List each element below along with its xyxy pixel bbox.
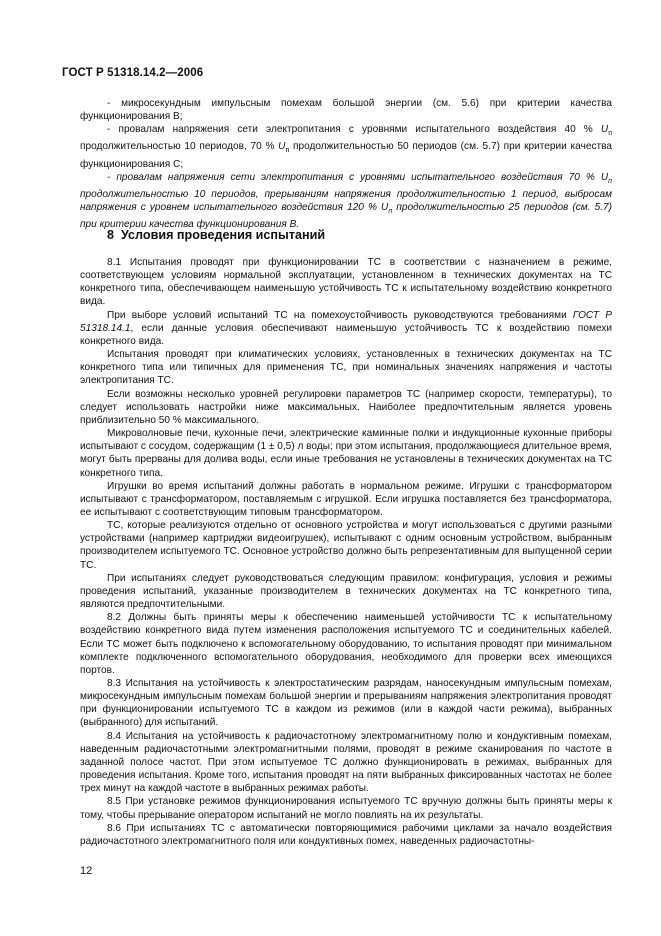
- intro-list: [80, 97, 612, 231]
- paragraph: Если возможны несколько уровней регулировки параметров ТС (например скорости, температуры), то следует использовать настройки ниже максимальных. Наиболее предпочтительным является уровень приблизительно 50 % максимального.: [80, 388, 612, 426]
- paragraph: При выборе условий испытаний ТС на помехоустойчивость руководствуются требованиями ГОСТ Р 51318.14.1, если данные условия обеспечивают наименьшую устойчивость ТС к воздействию помехи конкретного вида.: [80, 309, 612, 347]
- paragraph: 8.5 При установке режимов функционирования испытуемого ТС вручную должны быть приняты меры к тому, чтобы прерывание оператором испытаний не могло повлиять на их результаты.: [80, 796, 612, 821]
- list-item: - провалам напряжения сети электропитания с уровнями испытательного воздействия 40 % $U_п$ продолжительностью 10 периодов, 70 % $U_п$ продолжительностью 50 периодов (см. 5.7) при критерии качества функционирования С;: [80, 124, 612, 170]
- paragraph: Микроволновые печи, кухонные печи, электрические каминные полки и индукционные кухонные приборы испытывают с сосудом, содержащим (1 ± 0,5) л воды; при этом испытания, продолжающиеся длительное время, могут быть прерваны для долива воды, если иные требования не установлены в технических документах на ТС конкретного типа.: [80, 428, 612, 479]
- paragraph: 8.2 Должны быть приняты меры к обеспечению наименьшей устойчивости ТС к испытательному воздействию конкретного вида путем изменения расположения испытуемого ТС и соединительных кабелей. Если ТС может быть подключено к вспомогательному оборудованию, то испытания проводят при минимальном комплекте подключенного вспомогательного оборудования, необходимого для проверки всех имеющихся портов.: [80, 612, 612, 676]
- paragraph: Игрушки во время испытаний должны работать в нормальном режиме. Игрушки с трансформатором испытывают с трансформатором, поставляемым с игрушкой. Если игрушка поставляется без трансформатора, ее испытывают с соответствующим типовым трансформатором.: [80, 480, 612, 518]
- document-header: ГОСТ Р 51318.14.2—2006: [62, 67, 204, 79]
- paragraph: Испытания проводят при климатических условиях, установленных в технических документах на ТС конкретного типа или типичных для применения ТС, при номинальных значениях напряжения и частоты электропитания ТС.: [80, 349, 612, 387]
- section-number: 8: [107, 228, 115, 242]
- section-title: Условия проведения испытаний: [121, 228, 326, 242]
- list-item: - провалам напряжения сети электропитания с уровнями испытательного воздействия 70 % $U_п$ продолжительностью 10 периодов, прерываниям напряжения продолжительностью 1 период, выбросам напряжения с уровнем испытательного воздействия 120 % $U_п$ продолжительностью 25 периодов (см. 5.7) при критерии качества функционирования В.: [80, 171, 612, 231]
- page-number: 12: [80, 865, 93, 877]
- list-item: - микросекундным импульсным помехам большой энергии (см. 5.6) при критерии качества функционирования В;: [80, 98, 612, 123]
- paragraph: 8.4 Испытания на устойчивость к радиочастотному электромагнитному полю и кондуктивным помехам, наведенным радиочастотными электромагнитными полями, проводят в режиме сканирования по частоте в заданной полосе частот. При этом испытуемое ТС должно функционировать в режимах, выбранных для проведения испытания. Кроме того, испытания проводят на пяти выбранных фиксированных частотах не более трех минут на каждой частоте в выбранных режимах работы.: [80, 730, 612, 795]
- paragraph: При испытаниях следует руководствоваться следующим правилом: конфигурация, условия и режимы проведения испытаний, указанные производителем в технических документах на ТС конкретного типа, являются предпочтительными.: [80, 572, 612, 611]
- paragraph: 8.6 При испытаниях ТС с автоматически повторяющимися рабочими циклами за начало воздействия радиочастотного электромагнитного поля или кондуктивных помех, наведенных радиочастотны-: [80, 822, 612, 847]
- section-heading: [107, 228, 325, 242]
- paragraph: 8.3 Испытания на устойчивость к электростатическим разрядам, наносекундным импульсным помехам, микросекундным импульсным помехам большой энергии и прерываниям напряжения электропитания проводят при функционировании испытуемого ТС в каждом из режимов (или в каждой части режима), выбранных (выбранного) для испытаний.: [80, 678, 612, 729]
- paragraph: ТС, которые реализуются отдельно от основного устройства и могут использоваться с другими разными устройствами (например картриджи видеоигрушек), испытывают с одним основным устройством, выбранным производителем испытуемого ТС. Основное устройство должно быть репрезентативным для выпущенной серии ТС.: [80, 520, 612, 571]
- paragraph: 8.1 Испытания проводят при функционировании ТС в соответствии с назначением в режиме, соответствующем условиям нормальной эксплуатации, установленном в технических документах на ТС конкретного типа, обеспечивающем наименьшую устойчивость ТС к испытательному воздействию конкретного вида.: [80, 257, 612, 308]
- section-body: [80, 256, 612, 848]
